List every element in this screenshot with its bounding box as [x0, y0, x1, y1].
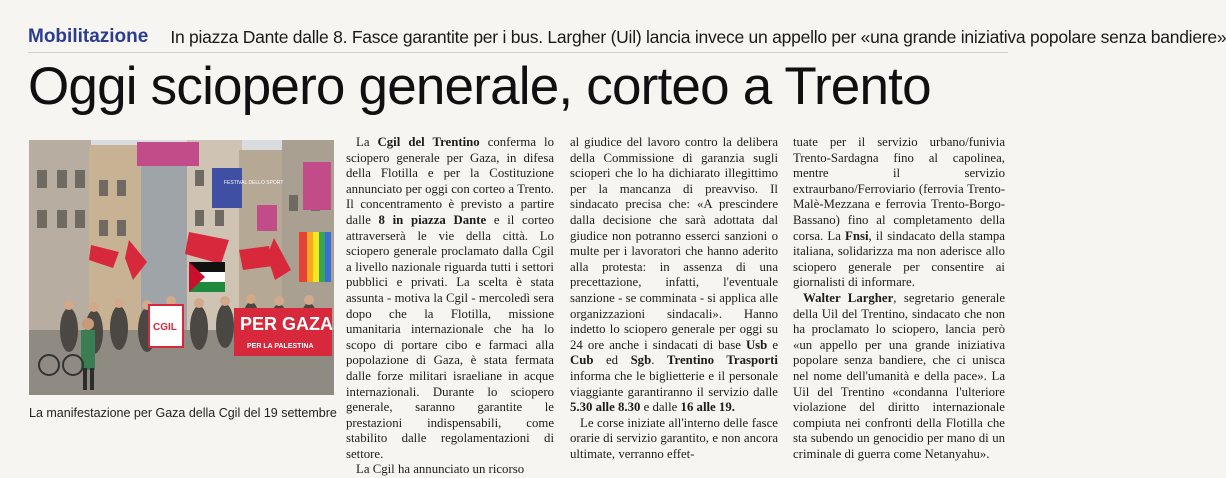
- section-tag: Mobilitazione: [28, 26, 149, 47]
- article-column-2: [570, 135, 778, 462]
- banner-sub-text: PER LA PALESTINA: [247, 343, 314, 350]
- banner-main-text: PER GAZA: [240, 314, 334, 334]
- article-column-3: [793, 135, 1005, 462]
- article-column-1: [346, 135, 554, 478]
- paragraph: Le corse iniziate all'interno delle fasce orarie di servizio garantito, e non ancora ultimate, verranno effet-: [570, 415, 778, 461]
- paragraph: La Cgil ha annunciato un ricorso: [356, 462, 525, 477]
- paragraph: Walter Largher, segretario generale della Uil del Trentino, sindacato che non ha proclamato lo sciopero, lancia però «un appello per una grande iniziativa popolare senza bandiere, che ci unisca nel nome dell'umanità e della pace». La Uil del Trentino «condanna l'ulteriore violazione del diritto internazionale compiuta nei confronti della Flotilla che sta subendo un genocidio per mano di un criminale di guerra come Netanyahu».: [793, 290, 1006, 461]
- kicker-bar: [28, 22, 1226, 53]
- news-photo: [29, 140, 334, 395]
- paragraph: tuate per il servizio urbano/funivia Trento-Sardagna fino al capolinea, mentre il servizio extraurbano/Ferroviario (ferrovia Trento-Malè-Mezzana e ferrovia Trento-Borgo-Bassano) fino al completamento della corsa. La Fnsi, il sindacato della stampa italiana, solidarizza ma non aderisce allo sciopero generale per consentire ai giornalisti di informare.: [793, 135, 1005, 290]
- photo-caption: La manifestazione per Gaza della Cgil del 19 settembre: [29, 406, 337, 420]
- kicker-summary: In piazza Dante dalle 8. Fasce garantite per i bus. Largher (Uil) lancia invece un appello per «una grande iniziativa popolare senza bandiere»: [170, 26, 1226, 47]
- protest-photo-illustration: [29, 140, 334, 395]
- paragraph: al giudice del lavoro contro la delibera della Commissione di garanzia sugli scioperi che lo ha dichiarato illegittimo per la mancanza di preavviso. Il sindacato precisa che: «A prescindere dalla decisione che sarà adottata dal giudice non potranno esserci sanzioni o multe per i lavoratori che hanno aderito alla protesta: in assenza di una precettazione, infatti, l'eventuale sanzione - se comminata - si applica alle organizzazioni sindacali». Hanno indetto lo sciopero generale per oggi su 24 ore anche i sindacati di base Usb e Cub ed Sgb. Trentino Trasporti informa che le biglietterie e il personale viaggiante garantiranno il servizio dalle 5.30 alle 8.30 e dalle 16 alle 19.: [570, 135, 778, 415]
- cgil-sign-text: CGIL: [153, 322, 177, 333]
- paragraph: La Cgil del Trentino conferma lo sciopero generale per Gaza, in difesa della Flotilla e per la Costituzione annunciato per oggi con corteo a Trento. Il concentramento è previsto a partire dalle 8 in piazza Dante e il corteo attraverserà le vie della città. Lo sciopero generale proclamato dalla Cgil a livello nazionale riguarda tutti i settori pubblici e privati. La scelta è stata assunta - motiva la Cgil - mercoledì sera dopo che la Flotilla, missione umanitaria internazionale che ha lo scopo di portare cibo e farmaci alla popolazione di Gaza, è stata fermata dalle forze militari israeliane in acque internazionali. Durante lo sciopero generale, saranno garantite le prestazioni indispensabili, come stabilito dalle regolamentazioni di settore.: [346, 135, 554, 461]
- poster-text: FESTIVAL DELLO SPORT: [224, 180, 284, 186]
- palestinian-flag: [189, 262, 225, 292]
- headline: Oggi sciopero generale, corteo a Trento: [28, 57, 931, 116]
